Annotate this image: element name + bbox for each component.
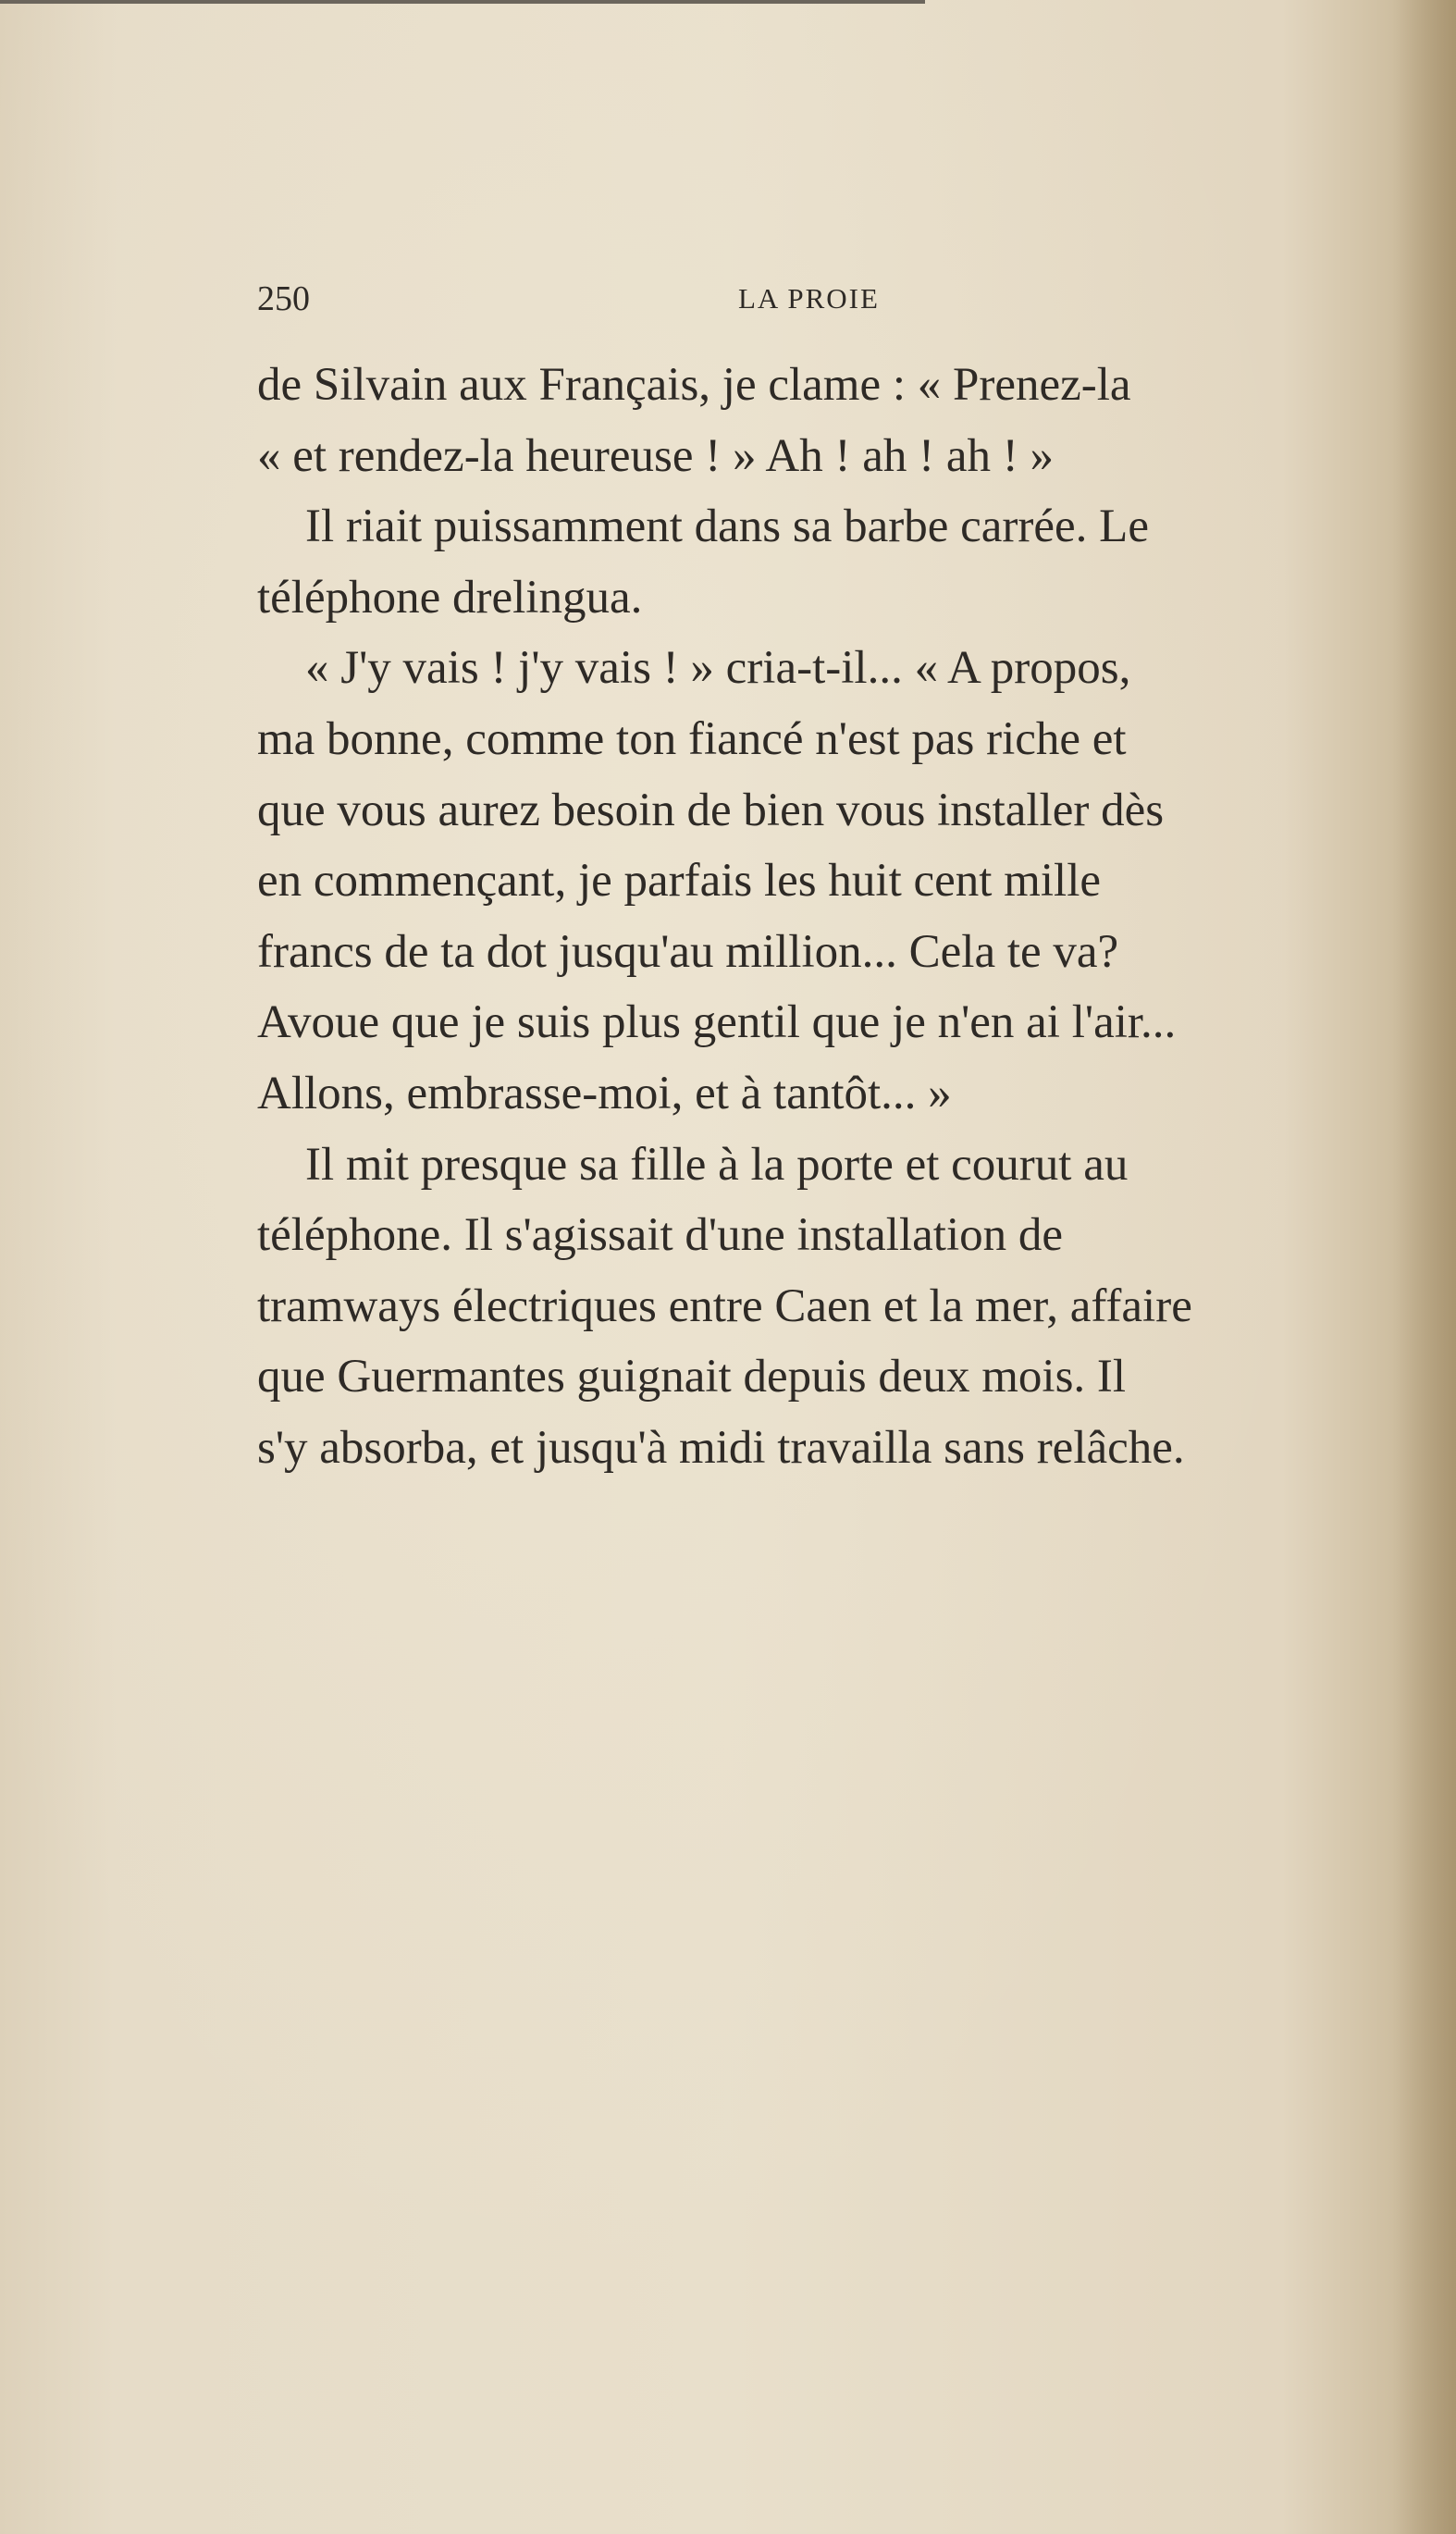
- text-line: tramways électriques entre Caen et la mer, affaire: [257, 1279, 1192, 1332]
- text-line: en commençant, je parfais les huit cent mille: [257, 855, 1101, 908]
- running-head: [257, 276, 1413, 322]
- text-line: téléphone drelingua.: [257, 571, 643, 624]
- text-line: de Silvain aux Français, je clame : « Prenez-la: [257, 359, 1131, 411]
- top-rule: [0, 0, 925, 4]
- text-line: téléphone. Il s'agissait d'une installation de: [257, 1209, 1064, 1262]
- text-line: Il riait puissamment dans sa barbe carrée. Le: [305, 501, 1149, 553]
- text-line: que vous aurez besoin de bien vous installer dès: [257, 784, 1165, 836]
- body-text: [257, 350, 1413, 1484]
- running-title: LA PROIE: [738, 282, 880, 315]
- text-line: ma bonne, comme ton fiancé n'est pas riche et: [257, 712, 1127, 765]
- text-line: Avoue que je suis plus gentil que je n'en ai l'air...: [257, 996, 1177, 1049]
- page-number: 250: [257, 279, 310, 318]
- text-line: francs de ta dot jusqu'au million... Cela te va?: [257, 925, 1119, 978]
- text-line: Il mit presque sa fille à la porte et courut au: [305, 1138, 1129, 1191]
- text-line: s'y absorba, et jusqu'à midi travailla sans relâche.: [257, 1421, 1185, 1474]
- text-line: « et rendez-la heureuse ! » Ah ! ah ! ah ! »: [257, 429, 1054, 482]
- text-line: que Guermantes guignait depuis deux mois. Il: [257, 1351, 1127, 1403]
- text-line: Allons, embrasse-moi, et à tantôt... »: [257, 1067, 952, 1119]
- text-line: « J'y vais ! j'y vais ! » cria-t-il... « A propos,: [305, 642, 1131, 695]
